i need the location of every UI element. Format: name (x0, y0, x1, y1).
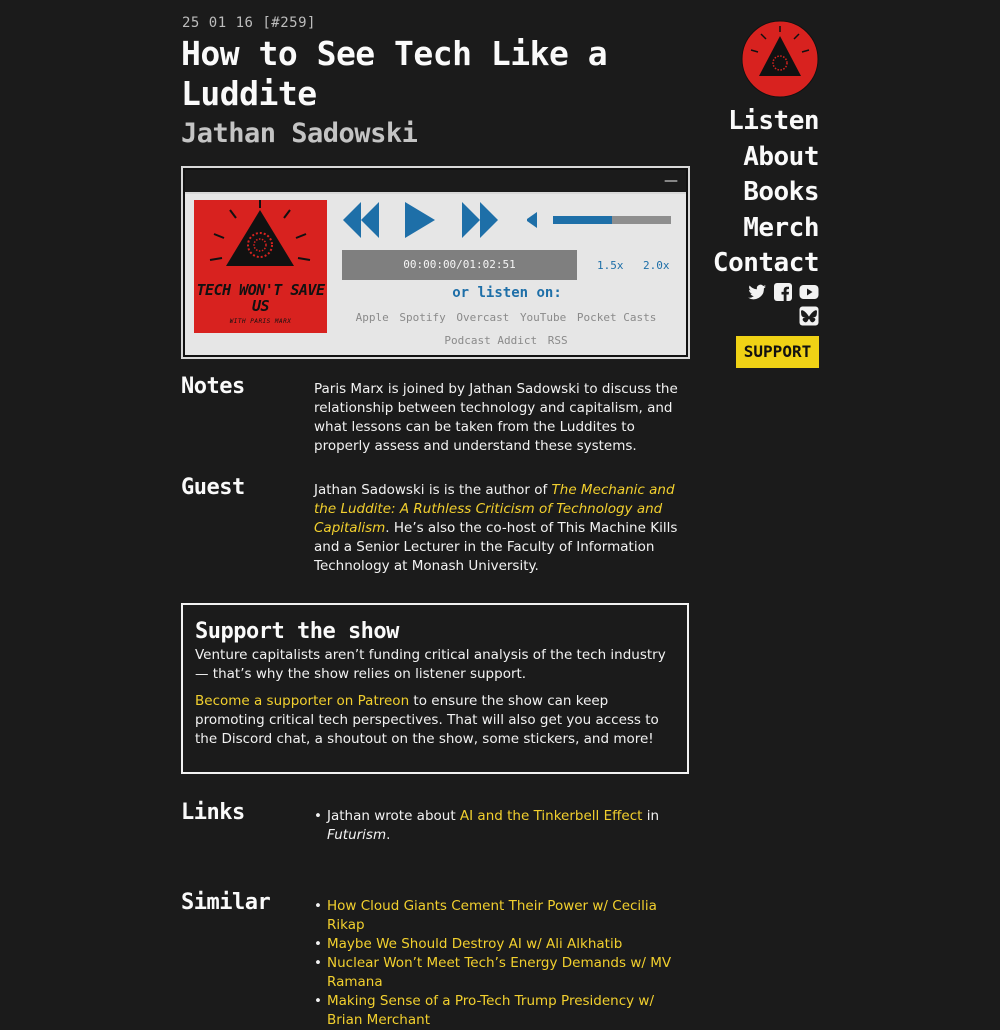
similar-episode-link[interactable]: Making Sense of a Pro-Tech Trump Presidency w/ Brian Merchant (327, 993, 655, 1028)
facebook-icon[interactable] (773, 282, 793, 302)
volume-fill (553, 216, 612, 224)
platform-spotify[interactable]: Spotify (399, 311, 446, 324)
site-logo-icon[interactable] (741, 20, 819, 98)
rewind-icon[interactable] (341, 200, 381, 240)
nav-books[interactable]: Books (743, 177, 819, 207)
support-the-show-box (181, 603, 689, 774)
support-paragraph-1: Venture capitalists aren’t funding critical analysis of the tech industry — that’s why the show relies on listener support. (195, 647, 666, 682)
minimize-button[interactable]: — (664, 173, 678, 189)
notes-heading: Notes (181, 374, 245, 399)
support-heading: Support the show (195, 619, 399, 644)
guest-text-before: Jathan Sadowski is is the author of (314, 482, 552, 498)
main-nav (713, 104, 819, 282)
nav-listen[interactable]: Listen (728, 106, 819, 136)
cover-subtitle: WITH PARIS MARX (229, 318, 292, 325)
guest-heading: Guest (181, 475, 245, 500)
support-button[interactable]: SUPPORT (736, 336, 819, 368)
link-item-source: Futurism (327, 827, 387, 843)
twitter-icon[interactable] (747, 282, 767, 302)
play-icon[interactable] (403, 200, 437, 240)
bluesky-icon[interactable] (799, 306, 819, 326)
nav-contact[interactable]: Contact (712, 248, 819, 278)
list-item (314, 992, 684, 1030)
episode-date: 25 01 16 [#259] (182, 15, 316, 31)
similar-episode-link[interactable]: Maybe We Should Destroy AI w/ Ali Alkhatib (327, 936, 623, 952)
similar-episode-link[interactable]: Nuclear Won’t Meet Tech’s Energy Demands w/ MV Ramana (327, 955, 672, 990)
link-item-mid: in (642, 808, 660, 824)
player-title-bar (185, 170, 686, 194)
links-list (314, 807, 674, 845)
volume-icon[interactable] (525, 212, 539, 228)
platform-apple[interactable]: Apple (355, 311, 389, 324)
speed-1-5x-button[interactable]: 1.5x (597, 259, 624, 272)
social-links (747, 282, 819, 302)
patreon-link[interactable]: Become a supporter on Patreon (195, 693, 410, 709)
similar-list (314, 897, 684, 1030)
youtube-icon[interactable] (799, 282, 819, 302)
platform-youtube[interactable]: YouTube (519, 311, 567, 324)
support-paragraph-2 (195, 692, 675, 749)
playback-progress[interactable]: 00:00:00/01:02:51 (342, 250, 577, 280)
notes-text: Paris Marx is joined by Jathan Sadowski to discuss the relationship between technology and capitalism, and what lessons can be taken from the Luddites to properly assess and understand these systems. (314, 381, 678, 454)
guest-text-after: . He’s also the co-host of This Machine Kills and a Senior Lecturer in the Faculty of Information Technology at Monash University. (314, 520, 678, 574)
or-listen-on-label: or listen on: (452, 285, 562, 301)
platform-links (345, 306, 667, 352)
similar-heading: Similar (181, 890, 271, 915)
links-heading: Links (181, 800, 245, 825)
audio-player (183, 168, 688, 357)
link-item-end: . (386, 827, 391, 843)
platform-overcast[interactable]: Overcast (456, 311, 510, 324)
nav-merch[interactable]: Merch (743, 212, 819, 243)
platform-podcast-addict[interactable]: Podcast Addict (444, 334, 538, 347)
list-item (314, 807, 674, 845)
guest-text (314, 481, 694, 576)
similar-episode-link[interactable]: How Cloud Giants Cement Their Power w/ Cecilia Rikap (327, 898, 657, 933)
nav-about[interactable]: About (743, 141, 819, 172)
platform-pocket-casts[interactable]: Pocket Casts (576, 311, 657, 324)
tinkerbell-effect-link[interactable]: AI and the Tinkerbell Effect (459, 808, 643, 824)
book-title-link[interactable]: The Mechanic and the Luddite: A Ruthless Criticism of Technology and Capitalism (314, 482, 675, 536)
speed-2x-button[interactable]: 2.0x (643, 259, 670, 272)
episode-title: How to See Tech Like a Luddite (181, 34, 608, 113)
cover-title: TECH WON'T SAVE US (196, 281, 325, 315)
support-paragraph-2-rest: to ensure the show can keep promoting critical tech perspectives. That will also get you access to the Discord chat, a shoutout on the show, some stickers, and more! (195, 693, 659, 747)
list-item (314, 935, 684, 954)
social-links-row-2 (799, 306, 819, 326)
volume-slider[interactable] (553, 216, 671, 224)
podcast-cover (194, 200, 327, 333)
platform-rss[interactable]: RSS (547, 334, 568, 347)
list-item (314, 954, 684, 992)
fast-forward-icon[interactable] (460, 200, 500, 240)
list-item (314, 897, 684, 935)
episode-guest: Jathan Sadowski (181, 118, 418, 149)
link-item-before: Jathan wrote about (327, 808, 460, 824)
